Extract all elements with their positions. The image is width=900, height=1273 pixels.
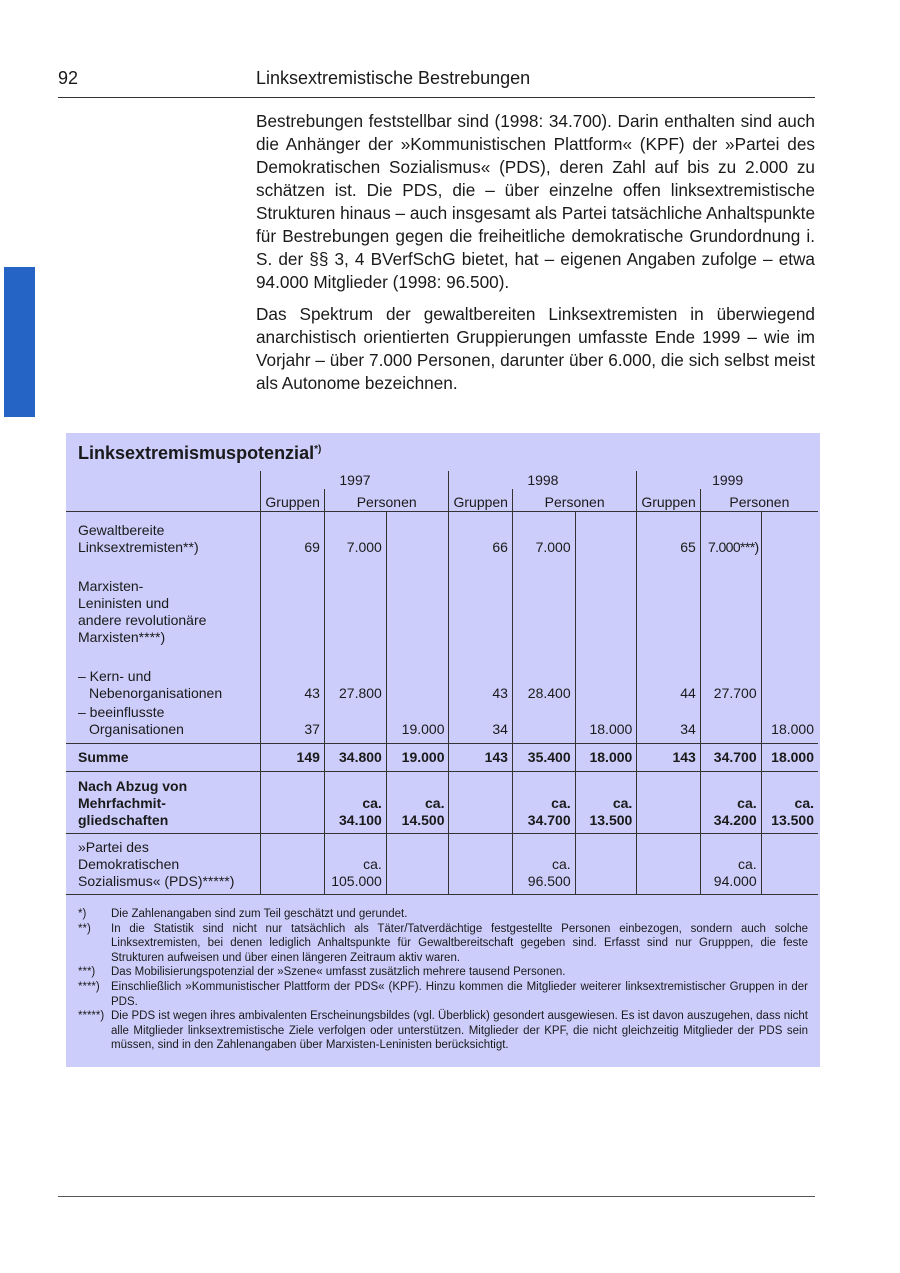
chapter-side-tab (4, 267, 35, 417)
year-header-row (66, 471, 818, 489)
col-personen-1999: Personen (700, 489, 818, 512)
col-personen-1998: Personen (512, 489, 636, 512)
footnote: *) Die Zahlenangaben sind zum Teil geschätzt und gerundet. (78, 908, 408, 920)
header-rule (58, 97, 815, 98)
row-marxisten: Marxisten- Leninisten und andere revolutionäre Marxisten****) (66, 556, 818, 646)
footnote: *****) Die PDS ist wegen ihres ambivalenten Erscheinungsbildes (vgl. Überblick) gesondert ausgewiesen. Es ist davon auszugehen, dass nicht alle Mitglieder linksextremistische Ziele verfolgen oder unterstützen. Mitglieder der KPF, die nicht gleichzeitig Mitglieder der PDS sein müssen, sind in den Zahlenangaben über Marxisten-Leninisten berücksichtigt. (78, 1010, 808, 1052)
col-gruppen-1998: Gruppen (449, 489, 512, 512)
row-summe: Summe 149 34.800 19.000 143 35.400 18.000 143 34.700 18.000 (66, 744, 818, 772)
row-pds: »Partei des Demokratischen Sozialismus« (PDS)*****) ca. 105.000 ca. 96.500 ca. 94.000 (66, 834, 818, 895)
footnote: **) In die Statistik sind nicht nur tatsächlich als Täter/Tatverdächtige festgestellte Personen einbezogen, sondern auch solche Linksextremisten, bei denen lediglich Anhaltspunkte für Gewaltbereitschaft gegeben sind. Erfasst sind nur Grupppen, die feste Strukturen aufweisen und über einen längeren Zeitraum aktiv waren. (78, 922, 808, 964)
col-gruppen-1999: Gruppen (637, 489, 700, 512)
col-personen-1997: Personen (324, 489, 449, 512)
paragraph-1: Bestrebungen feststellbar sind (1998: 34.700). Darin enthalten sind auch die Anhänger der »Kommunistischen Plattform« (KPF) der »Partei des Demokratischen Sozialismus« (PDS), deren Zahl auf bis zu 2.000 zu schätzen ist. Die PDS, die – über einzelne offen linksextremistische Strukturen hinaus – auch insgesamt als Partei tatsächliche Anhaltspunkte für Bestrebungen gegen die freiheitliche demokratische Grundordnung i. S. der §§ 3, 4 BVerfSchG bietet, hat – eigenen Angaben zufolge – etwa 94.000 Mitglieder (1998: 96.500). (256, 111, 815, 292)
footnote: ***) Das Mobilisierungspotenzial der »Szene« umfasst zusätzlich mehrere tausend Personen. (78, 966, 566, 979)
page-number: 92 (58, 68, 79, 88)
year-1998: 1998 (449, 471, 637, 489)
box-title: Linksextremismuspotenzial*) (78, 443, 322, 463)
year-1997: 1997 (261, 471, 449, 489)
year-1999: 1999 (637, 471, 818, 489)
footnotes (78, 907, 808, 1053)
paragraph-2: Das Spektrum der gewaltbereiten Linksextremisten in überwiegend anarchistisch orientierten Gruppierungen umfasste Ende 1999 – wie im Vorjahr – über 7.000 Personen, darunter über 6.000, die sich selbst meist als Autonome bezeichnen. (256, 304, 815, 393)
footnote: ****) Einschließlich »Kommunistischer Plattform der PDS« (KPF). Hinzu kommen die Mitglieder weiterer linksextremistischer Gruppen in der PDS. (78, 980, 808, 1008)
running-title: Linksextremistische Bestrebungen (256, 68, 531, 88)
row-nach-abzug: Nach Abzug von Mehrfachmit- gliedschaften ca. 34.100 ca. 14.500 ca. 34.700 ca. 13.500 ca. 34.200 ca. 13.500 (66, 772, 818, 834)
row-gewaltbereite: Gewaltbereite Linksextremisten**) 69 7.000 66 7.000 65 7.000***) (66, 512, 818, 556)
column-header-row (66, 489, 818, 512)
body-text (256, 110, 815, 404)
row-kern-organisationen: – Kern- und Nebenorganisationen 43 27.800 43 28.400 44 27.700 (66, 646, 818, 702)
potential-box (66, 433, 820, 1067)
footer-rule (58, 1196, 815, 1197)
row-beeinflusste-organisationen: – beeinflusste Organisationen 37 19.000 34 18.000 34 18.000 (66, 702, 818, 744)
potential-table (66, 471, 818, 895)
col-gruppen-1997: Gruppen (261, 489, 324, 512)
